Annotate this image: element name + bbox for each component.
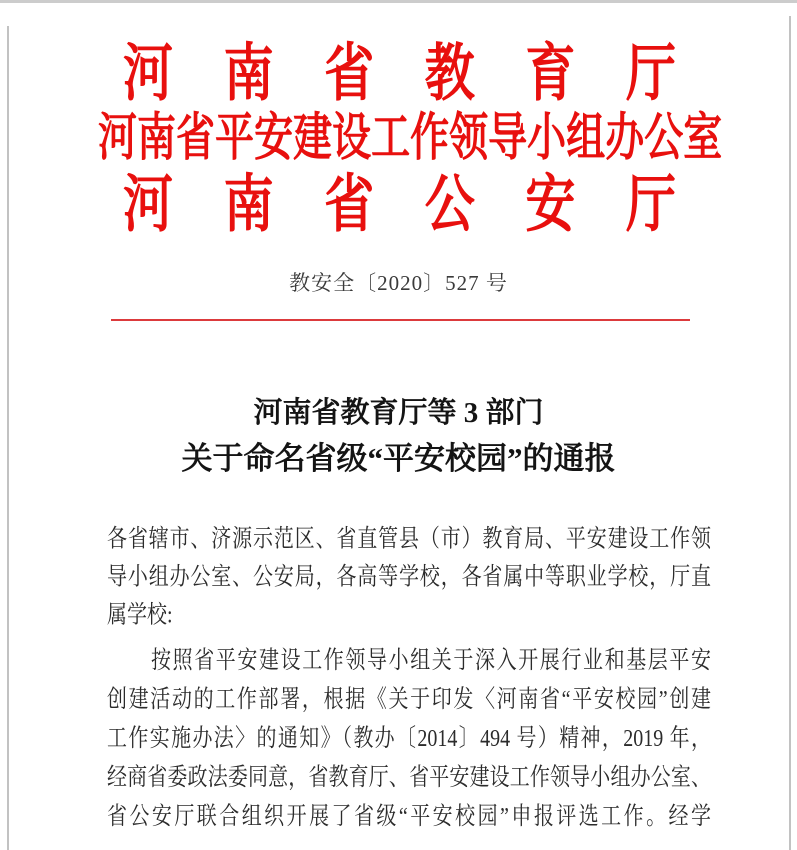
body-line: 按照省平安建设工作领导小组关于深入开展行业和基层平安 xyxy=(151,647,711,675)
letterhead-org-education-dept: 河 南 省 教 育 厅 xyxy=(123,38,676,108)
document-title-line-1: 河南省教育厅等 3 部门 xyxy=(253,397,544,429)
body-line: 工作实施办法〉的通知》（教办〔2014〕494 号）精神，2019 年， xyxy=(107,725,711,753)
body-line: 属学校: xyxy=(107,601,173,629)
body-line: 经商省委政法委同意，省教育厅、省平安建设工作领导小组办公室、 xyxy=(107,764,711,792)
document-body xyxy=(107,520,711,837)
body-line: 省公安厅联合组织开展了省级“平安校园”申报评选工作。经学 xyxy=(107,803,711,831)
letterhead-org-public-security-dept: 河 南 省 公 安 厅 xyxy=(123,169,676,239)
document-title-line-2: 关于命名省级“平安校园”的通报 xyxy=(181,441,616,476)
body-line: 各省辖市、济源示范区、省直管县（市）教育局、平安建设工作领 xyxy=(107,525,711,553)
body-line: 创建活动的工作部署，根据《关于印发〈河南省“平安校园”创建 xyxy=(107,686,711,714)
body-line: 导小组办公室、公安局，各高等学校，各省属中等职业学校，厅直 xyxy=(107,563,711,591)
document-number: 教安全〔2020〕527 号 xyxy=(289,271,508,295)
main-paragraph xyxy=(107,642,711,837)
page-edge-top xyxy=(0,0,797,3)
red-divider-line xyxy=(111,319,690,321)
letterhead-org-safety-leading-group-office: 河 南 省 平 安 建 设 工 作 领 导 小 组 办 公 室 xyxy=(98,110,723,167)
recipients-paragraph xyxy=(107,520,711,634)
